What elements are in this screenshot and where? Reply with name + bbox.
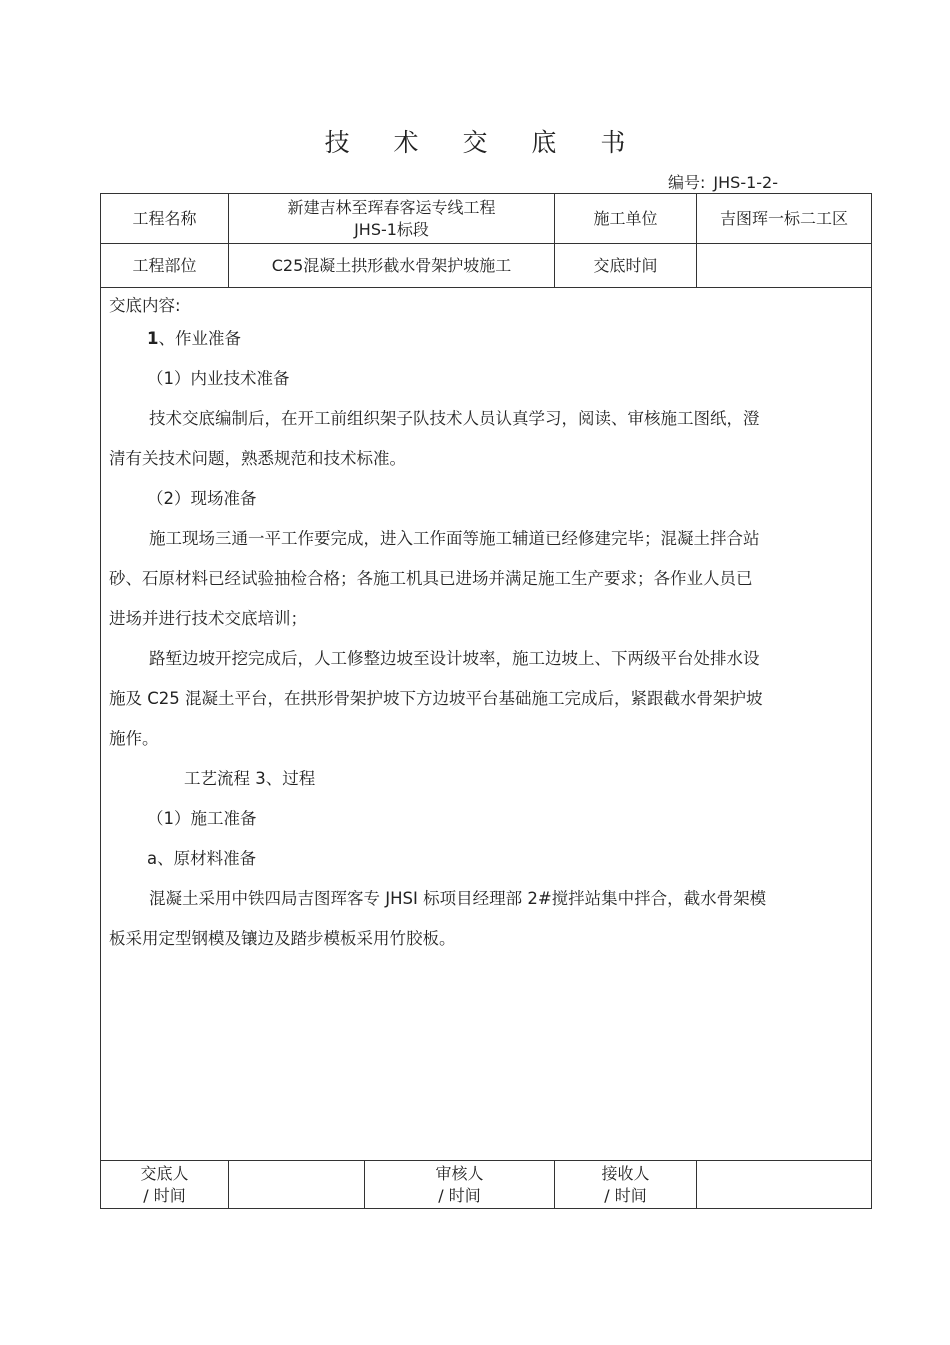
reviewer-line2: / 时间 [438,1185,481,1205]
receiver-label [555,1161,697,1209]
discloser-value [229,1161,365,1209]
project-part-value: C25混凝土拱形截水骨架护坡施工 [229,244,555,288]
para1-line1: 技术交底编制后，在开工前组织架子队技术人员认真学习，阅读、审核施工图纸，澄 [149,409,760,428]
briefing-content-cell [101,288,872,1161]
para2-line2: 砂、石原材料已经试验抽检合格；各施工机具已进场并满足施工生产要求；各作业人员已 [109,569,753,588]
table-row-signatures [101,1161,872,1209]
project-name-line2: JHS-1标段 [354,219,429,239]
project-part-label: 工程部位 [101,244,229,288]
project-name-line1: 新建吉林至珲春客运专线工程 [287,197,496,217]
doc-number [668,170,778,193]
subsection-construction-prep: （1）施工准备 [147,809,257,828]
briefing-time-label: 交底时间 [555,244,697,288]
receiver-line1: 接收人 [601,1163,650,1183]
table-row-content [101,288,872,1161]
briefing-time-value [697,244,872,288]
para3-line3: 施作。 [109,729,159,748]
project-name-label: 工程名称 [101,194,229,244]
table-row-project-name [101,194,872,244]
receiver-value [697,1161,872,1209]
discloser-label [101,1161,229,1209]
briefing-form-table [100,193,872,1209]
process-flow-line: 工艺流程 3、过程 [184,769,316,788]
doc-number-value: JHS-1-2- [713,173,778,192]
para2-line1: 施工现场三通一平工作要完成，进入工作面等施工辅道已经修建完毕；混凝土拌合站 [149,529,760,548]
para4-line2: 板采用定型钢模及镶边及踏步模板采用竹胶板。 [109,929,456,948]
para2-line3: 进场并进行技术交底培训； [109,609,307,628]
para3-line1: 路堑边坡开挖完成后，人工修整边坡至设计坡率，施工边坡上、下两级平台处排水设 [149,649,760,668]
section-1-title: 、作业准备 [158,329,241,348]
doc-number-label: 编号: [668,173,706,192]
table-row-project-part [101,244,872,288]
construction-unit-label: 施工单位 [555,194,697,244]
subsection-raw-materials: a、原材料准备 [147,849,257,868]
reviewer-label [365,1161,555,1209]
document-title: 技 术 交 底 书 [324,128,644,157]
para1-line2: 清有关技术问题，熟悉规范和技术标准。 [109,449,406,468]
discloser-line2: / 时间 [143,1185,186,1205]
subsection-site-prep: （2）现场准备 [147,489,257,508]
receiver-line2: / 时间 [604,1185,647,1205]
project-name-value [229,194,555,244]
para3-line2: 施及 C25 混凝土平台，在拱形骨架护坡下方边坡平台基础施工完成后，紧跟截水骨架护坡 [109,689,763,708]
construction-unit-value: 吉图珲一标二工区 [697,194,872,244]
para4-line1: 混凝土采用中铁四局吉图珲客专 JHSI 标项目经理部 2#搅拌站集中拌合，截水骨架模 [149,889,767,908]
subsection-internal-prep: （1）内业技术准备 [147,369,290,388]
section-1-number: 1 [147,329,159,348]
section-1-heading [109,319,871,359]
discloser-line1: 交底人 [140,1163,189,1183]
content-label: 交底内容: [109,296,181,315]
reviewer-line1: 审核人 [435,1163,484,1183]
